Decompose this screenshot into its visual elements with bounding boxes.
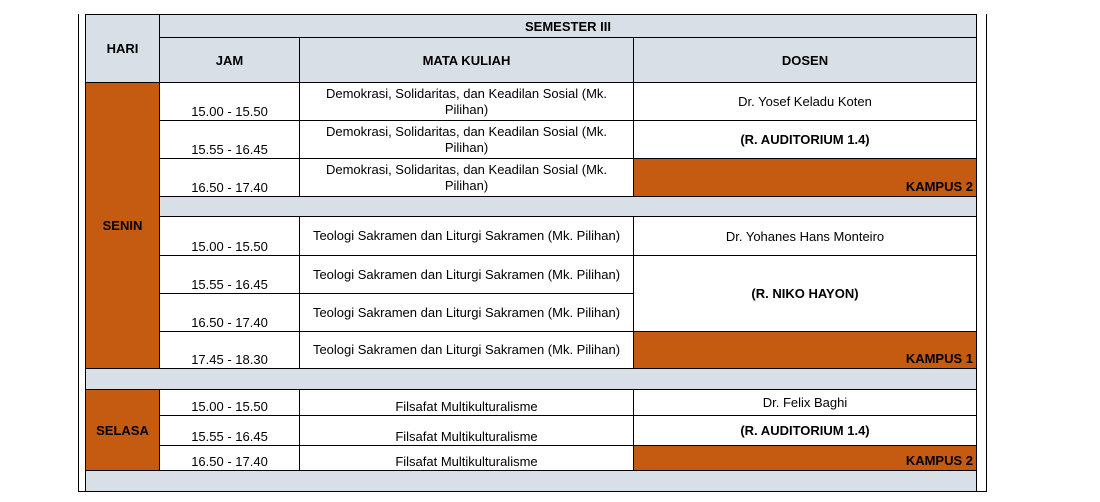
lecturer-cell: Dr. Yohanes Hans Monteiro xyxy=(633,216,977,256)
course-cell: Filsafat Multikulturalisme xyxy=(299,445,634,471)
day-selasa: SELASA xyxy=(85,389,160,471)
time-cell: 15.55 - 16.45 xyxy=(159,415,300,446)
time-cell: 16.50 - 17.40 xyxy=(159,158,300,197)
course-cell: Demokrasi, Solidaritas, dan Keadilan Sosial (Mk. Pilihan) xyxy=(299,158,634,197)
table-outer-right-border xyxy=(986,14,987,492)
time-cell: 15.00 - 15.50 xyxy=(159,82,300,121)
separator-row xyxy=(85,470,977,492)
room-cell: (R. AUDITORIUM 1.4) xyxy=(633,415,977,446)
course-cell: Demokrasi, Solidaritas, dan Keadilan Sosial (Mk. Pilihan) xyxy=(299,120,634,159)
course-cell: Teologi Sakramen dan Liturgi Sakramen (Mk. Pilihan) xyxy=(299,216,634,256)
time-cell: 17.45 - 18.30 xyxy=(159,331,300,369)
lecturer-cell: Dr. Yosef Keladu Koten xyxy=(633,82,977,121)
course-cell: Demokrasi, Solidaritas, dan Keadilan Sosial (Mk. Pilihan) xyxy=(299,82,634,121)
header-mata-kuliah: MATA KULIAH xyxy=(299,37,634,83)
header-jam: JAM xyxy=(159,37,300,83)
campus-cell: KAMPUS 2 xyxy=(633,445,977,471)
separator-row xyxy=(159,196,977,217)
course-cell: Teologi Sakramen dan Liturgi Sakramen (Mk. Pilihan) xyxy=(299,293,634,332)
time-cell: 16.50 - 17.40 xyxy=(159,445,300,471)
room-cell: (R. AUDITORIUM 1.4) xyxy=(633,120,977,159)
room-cell: (R. NIKO HAYON) xyxy=(633,255,977,332)
time-cell: 15.55 - 16.45 xyxy=(159,255,300,294)
header-dosen: DOSEN xyxy=(633,37,977,83)
day-senin: SENIN xyxy=(85,82,160,369)
campus-cell: KAMPUS 2 xyxy=(633,158,977,197)
header-hari: HARI xyxy=(85,14,160,83)
course-cell: Teologi Sakramen dan Liturgi Sakramen (Mk. Pilihan) xyxy=(299,331,634,369)
time-cell: 15.00 - 15.50 xyxy=(159,389,300,416)
time-cell: 15.00 - 15.50 xyxy=(159,216,300,256)
time-cell: 15.55 - 16.45 xyxy=(159,120,300,159)
header-semester: SEMESTER III xyxy=(159,14,977,38)
course-cell: Filsafat Multikulturalisme xyxy=(299,415,634,446)
course-cell: Teologi Sakramen dan Liturgi Sakramen (Mk. Pilihan) xyxy=(299,255,634,294)
table-outer-bottom-border xyxy=(78,491,987,492)
table-outer-left-border xyxy=(78,14,79,492)
campus-cell: KAMPUS 1 xyxy=(633,331,977,369)
time-cell: 16.50 - 17.40 xyxy=(159,293,300,332)
course-cell: Filsafat Multikulturalisme xyxy=(299,389,634,416)
separator-row xyxy=(85,368,977,390)
lecturer-cell: Dr. Felix Baghi xyxy=(633,389,977,416)
